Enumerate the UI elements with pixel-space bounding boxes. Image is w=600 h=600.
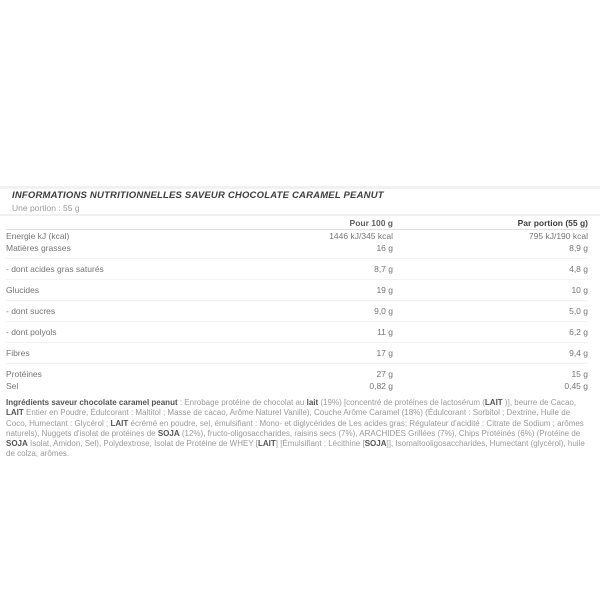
portion-note: Une portion : 55 g bbox=[12, 203, 80, 213]
per-portion-value: 6,2 g bbox=[569, 327, 588, 337]
per-portion-value: 10 g bbox=[571, 285, 588, 295]
ingredient-allergen-bold: LAIT bbox=[484, 398, 503, 407]
per-portion-value: 5,0 g bbox=[569, 306, 588, 316]
per-100g-value: 1446 kJ/345 kcal bbox=[329, 231, 393, 241]
nutrient-label: - dont sucres bbox=[6, 306, 56, 316]
nutrient-label: Sel bbox=[6, 381, 19, 391]
ingredient-allergen-bold: SOJA bbox=[364, 439, 387, 449]
ingredient-text: écrémé en poudre, sel, émulsifiant : Mono- et diglycérides de Les acides gras; Régulateur d'acidité : Citrate de Sodium ; arômes naturels), Nuggets d'isolat de protéines de bbox=[6, 418, 584, 438]
nutrient-label: Glucides bbox=[6, 285, 40, 295]
ingredients-paragraph bbox=[6, 398, 592, 460]
per-portion-value: 9,4 g bbox=[569, 348, 588, 358]
ingredient-text: (19%) [concentré de protéines de lactosérum ( bbox=[318, 398, 485, 407]
empty-header-cell bbox=[6, 218, 243, 228]
column-header-per-100g: Pour 100 g bbox=[349, 218, 393, 228]
table-row bbox=[6, 279, 588, 296]
table-body bbox=[6, 230, 588, 392]
ingredient-allergen-bold: SOJA bbox=[157, 428, 180, 438]
ingredient-text: )], beurre de Cacao, bbox=[502, 398, 577, 407]
nutrient-label: Protéines bbox=[6, 369, 42, 379]
per-portion-value: 4,8 g bbox=[569, 264, 588, 274]
table-row bbox=[6, 300, 588, 317]
ingredient-allergen-bold: LAIT bbox=[6, 408, 24, 418]
section-header bbox=[0, 189, 600, 216]
ingredient-text: Entier en Poudre, Édulcorant : Maltitol ; Masse de cacao, Arôme Naturel Vanille), Couche Arôme Caramel (18%) (Édulcorant : Sorbitol ; Dextrine, Huile de Coco, Humectant : Glycérol ; bbox=[6, 408, 571, 428]
per-100g-value: 9,0 g bbox=[374, 306, 393, 316]
per-100g-value: 19 g bbox=[376, 285, 393, 295]
per-100g-value: 27 g bbox=[376, 369, 393, 379]
table-header-row bbox=[6, 216, 588, 230]
nutrition-section bbox=[0, 186, 600, 460]
ingredient-text: (12%), fructo-oligosaccharides, raisins secs (7%), ARACHIDES Grillées (7%), Chips Protéinés (6%) (Protéine de bbox=[179, 428, 581, 438]
column-header-per-portion: Par portion (55 g) bbox=[517, 218, 588, 228]
table-row bbox=[6, 258, 588, 275]
ingredient-text: : Enrobage protéine de chocolat au bbox=[177, 398, 307, 407]
nutrient-label: - dont acides gras saturés bbox=[6, 264, 104, 274]
ingredient-allergen-bold: LAIT bbox=[110, 418, 129, 428]
per-100g-value: 17 g bbox=[376, 348, 393, 358]
per-100g-value: 16 g bbox=[376, 243, 393, 253]
nutrition-table bbox=[0, 216, 600, 392]
ingredient-allergen-bold: Ingrédients saveur chocolate caramel peanut bbox=[6, 398, 178, 407]
per-100g-value: 11 g bbox=[377, 327, 393, 337]
ingredient-text: Isolat, Amidon, Sel), Polydextrose, Isolat de Protéine de WHEY [ bbox=[27, 439, 258, 449]
ingredient-allergen-bold: LAIT bbox=[257, 439, 276, 449]
table-row bbox=[6, 230, 588, 242]
ingredient-text: ]], Isomaltooligosaccharides, Humectant (glycérol), huile de colza, arômes. bbox=[6, 439, 585, 459]
nutrient-label: - dont polyols bbox=[6, 327, 57, 337]
table-row bbox=[6, 380, 588, 392]
per-portion-value: 795 kJ/190 kcal bbox=[528, 231, 588, 241]
per-100g-value: 8,7 g bbox=[374, 264, 393, 274]
table-row bbox=[6, 363, 588, 380]
table-row bbox=[6, 242, 588, 254]
ingredient-allergen-bold: SOJA bbox=[6, 439, 28, 449]
per-portion-value: 15 g bbox=[571, 369, 588, 379]
nutrient-label: Energie kJ (kcal) bbox=[6, 231, 70, 241]
per-portion-value: 0,45 g bbox=[564, 381, 588, 391]
section-title: INFORMATIONS NUTRITIONNELLES SAVEUR CHOCOLATE CARAMEL PEANUT bbox=[12, 190, 384, 201]
nutrient-label: Matières grasses bbox=[6, 243, 71, 253]
ingredient-text: ] [Émulsifiant : Lécithine [ bbox=[275, 439, 365, 449]
nutrient-label: Fibres bbox=[6, 348, 30, 358]
table-row bbox=[6, 342, 588, 359]
per-portion-value: 8,9 g bbox=[569, 243, 588, 253]
ingredient-allergen-bold: lait bbox=[306, 398, 319, 407]
per-100g-value: 0,82 g bbox=[369, 381, 393, 391]
table-row bbox=[6, 321, 588, 338]
